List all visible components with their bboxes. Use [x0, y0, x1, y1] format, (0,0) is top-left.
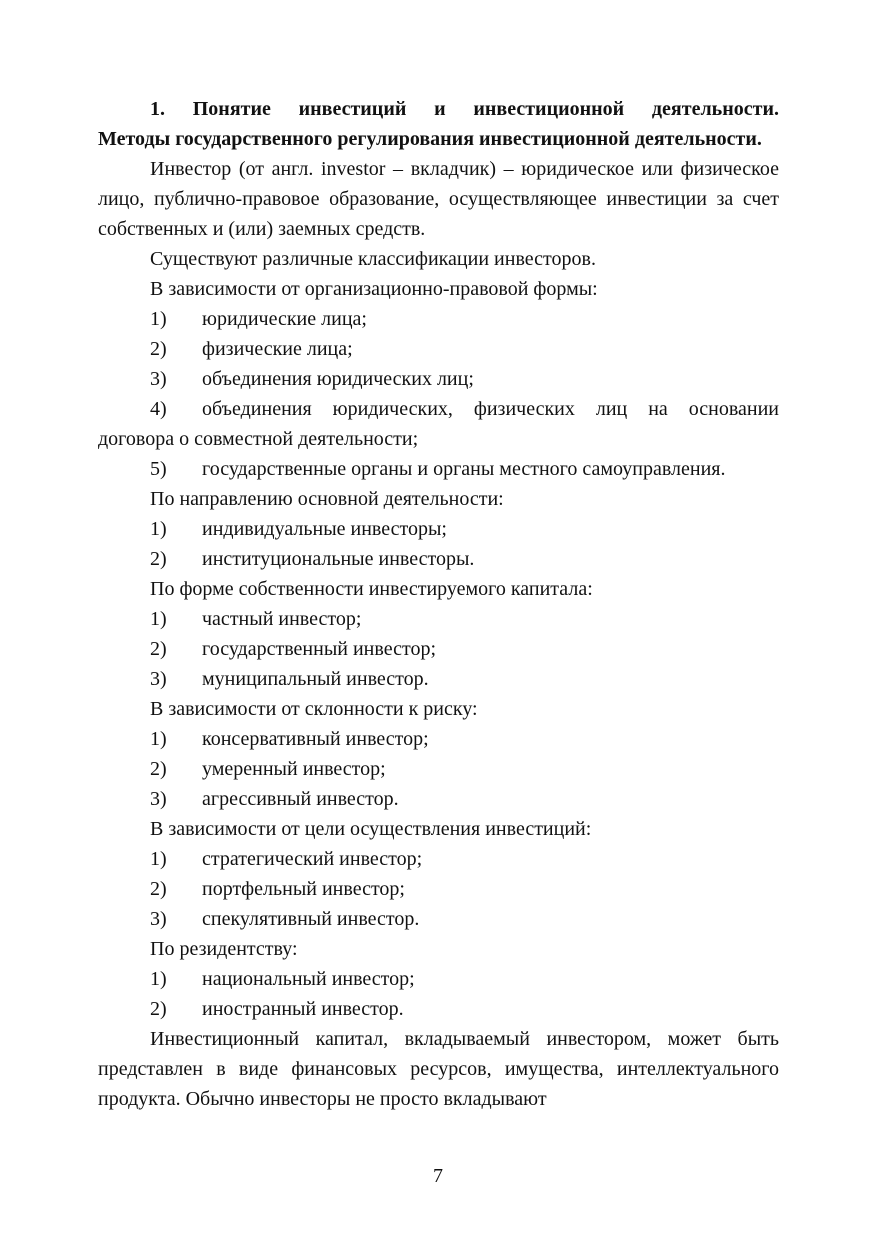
classification-groups — [98, 274, 779, 1024]
list-item — [98, 754, 779, 784]
list-item-number: 1) — [150, 308, 167, 330]
section-heading-line1 — [98, 94, 779, 124]
list-item-number: 1) — [150, 968, 167, 990]
closing-paragraph: Инвестиционный капитал, вкладываемый инвестором, может быть представлен в виде финансовых ресурсов, имущества, интеллектуального продукта. Обычно инвесторы не просто вкладывают — [98, 1028, 779, 1110]
list-item — [98, 994, 779, 1024]
list-item-text: умеренный инвестор; — [202, 758, 386, 780]
list-item-number: 1) — [150, 518, 167, 540]
list-item-number: 2) — [150, 758, 167, 780]
page-content — [98, 94, 779, 1114]
section-title-rest: Методы государственного регулирования инвестиционной деятельности. — [98, 128, 762, 150]
group-title: В зависимости от цели осуществления инвестиций: — [150, 818, 592, 840]
list-item-text: агрессивный инвестор. — [202, 788, 399, 810]
list-item-text: физические лица; — [202, 338, 353, 360]
list-item-number: 3) — [150, 908, 167, 930]
list-item — [98, 604, 779, 634]
section-heading — [98, 94, 779, 154]
list-item — [98, 964, 779, 994]
group-title: По резидентству: — [150, 938, 298, 960]
list-item — [98, 844, 779, 874]
list-item — [98, 304, 779, 334]
list-item-text: объединения юридических лиц; — [202, 368, 474, 390]
section-number: 1. — [150, 98, 165, 120]
list-item-text: национальный инвестор; — [202, 968, 415, 990]
list-item — [98, 904, 779, 934]
list-item-text: спекулятивный инвестор. — [202, 908, 420, 930]
list-item-number: 4) — [150, 398, 167, 420]
list-item-text: государственный инвестор; — [202, 638, 436, 660]
list-item — [98, 514, 779, 544]
list-item-number: 3) — [150, 668, 167, 690]
list-item-text: институциональные инвесторы. — [202, 548, 475, 570]
group-title: По направлению основной деятельности: — [150, 488, 504, 510]
list-item-text: муниципальный инвестор. — [202, 668, 429, 690]
list-item-number: 2) — [150, 548, 167, 570]
list-item-text: юридические лица; — [202, 308, 367, 330]
group-title: По форме собственности инвестируемого капитала: — [150, 578, 593, 600]
list-item — [98, 664, 779, 694]
list-item-text: объединения юридических, физических лиц на основании договора о совместной деятельности; — [98, 398, 779, 450]
list-item-number: 3) — [150, 368, 167, 390]
list-item-number: 1) — [150, 848, 167, 870]
list-item-number: 2) — [150, 998, 167, 1020]
intro-paragraph: Инвестор (от англ. investor – вкладчик) – юридическое или физическое лицо, публично-правовое образование, осуществляющее инвестиции за счет собственных и (или) заемных средств. — [98, 158, 779, 240]
group-title: В зависимости от склонности к риску: — [150, 698, 478, 720]
list-item-number: 1) — [150, 728, 167, 750]
list-item — [98, 334, 779, 364]
group-title: В зависимости от организационно-правовой формы: — [150, 278, 598, 300]
list-item-number: 2) — [150, 638, 167, 660]
page-number: 7 — [433, 1165, 443, 1187]
list-item — [98, 454, 779, 484]
list-item-number: 3) — [150, 788, 167, 810]
list-item-number: 5) — [150, 458, 167, 480]
section-title-line1: Понятие инвестиций и инвестиционной деятельности. — [192, 98, 779, 120]
list-item — [98, 394, 779, 454]
list-item-text: частный инвестор; — [202, 608, 362, 630]
list-item-text: государственные органы и органы местного самоуправления. — [202, 458, 726, 480]
list-item — [98, 364, 779, 394]
list-item-text: портфельный инвестор; — [202, 878, 405, 900]
list-item-number: 1) — [150, 608, 167, 630]
list-item — [98, 874, 779, 904]
list-item-text: стратегический инвестор; — [202, 848, 423, 870]
list-item-text: консервативный инвестор; — [202, 728, 429, 750]
list-item-text: иностранный инвестор. — [202, 998, 404, 1020]
classifications-intro: Существуют различные классификации инвесторов. — [150, 248, 596, 270]
list-item — [98, 634, 779, 664]
list-item — [98, 544, 779, 574]
list-item — [98, 724, 779, 754]
list-item-number: 2) — [150, 338, 167, 360]
list-item-text: индивидуальные инвесторы; — [202, 518, 447, 540]
list-item — [98, 784, 779, 814]
list-item-number: 2) — [150, 878, 167, 900]
